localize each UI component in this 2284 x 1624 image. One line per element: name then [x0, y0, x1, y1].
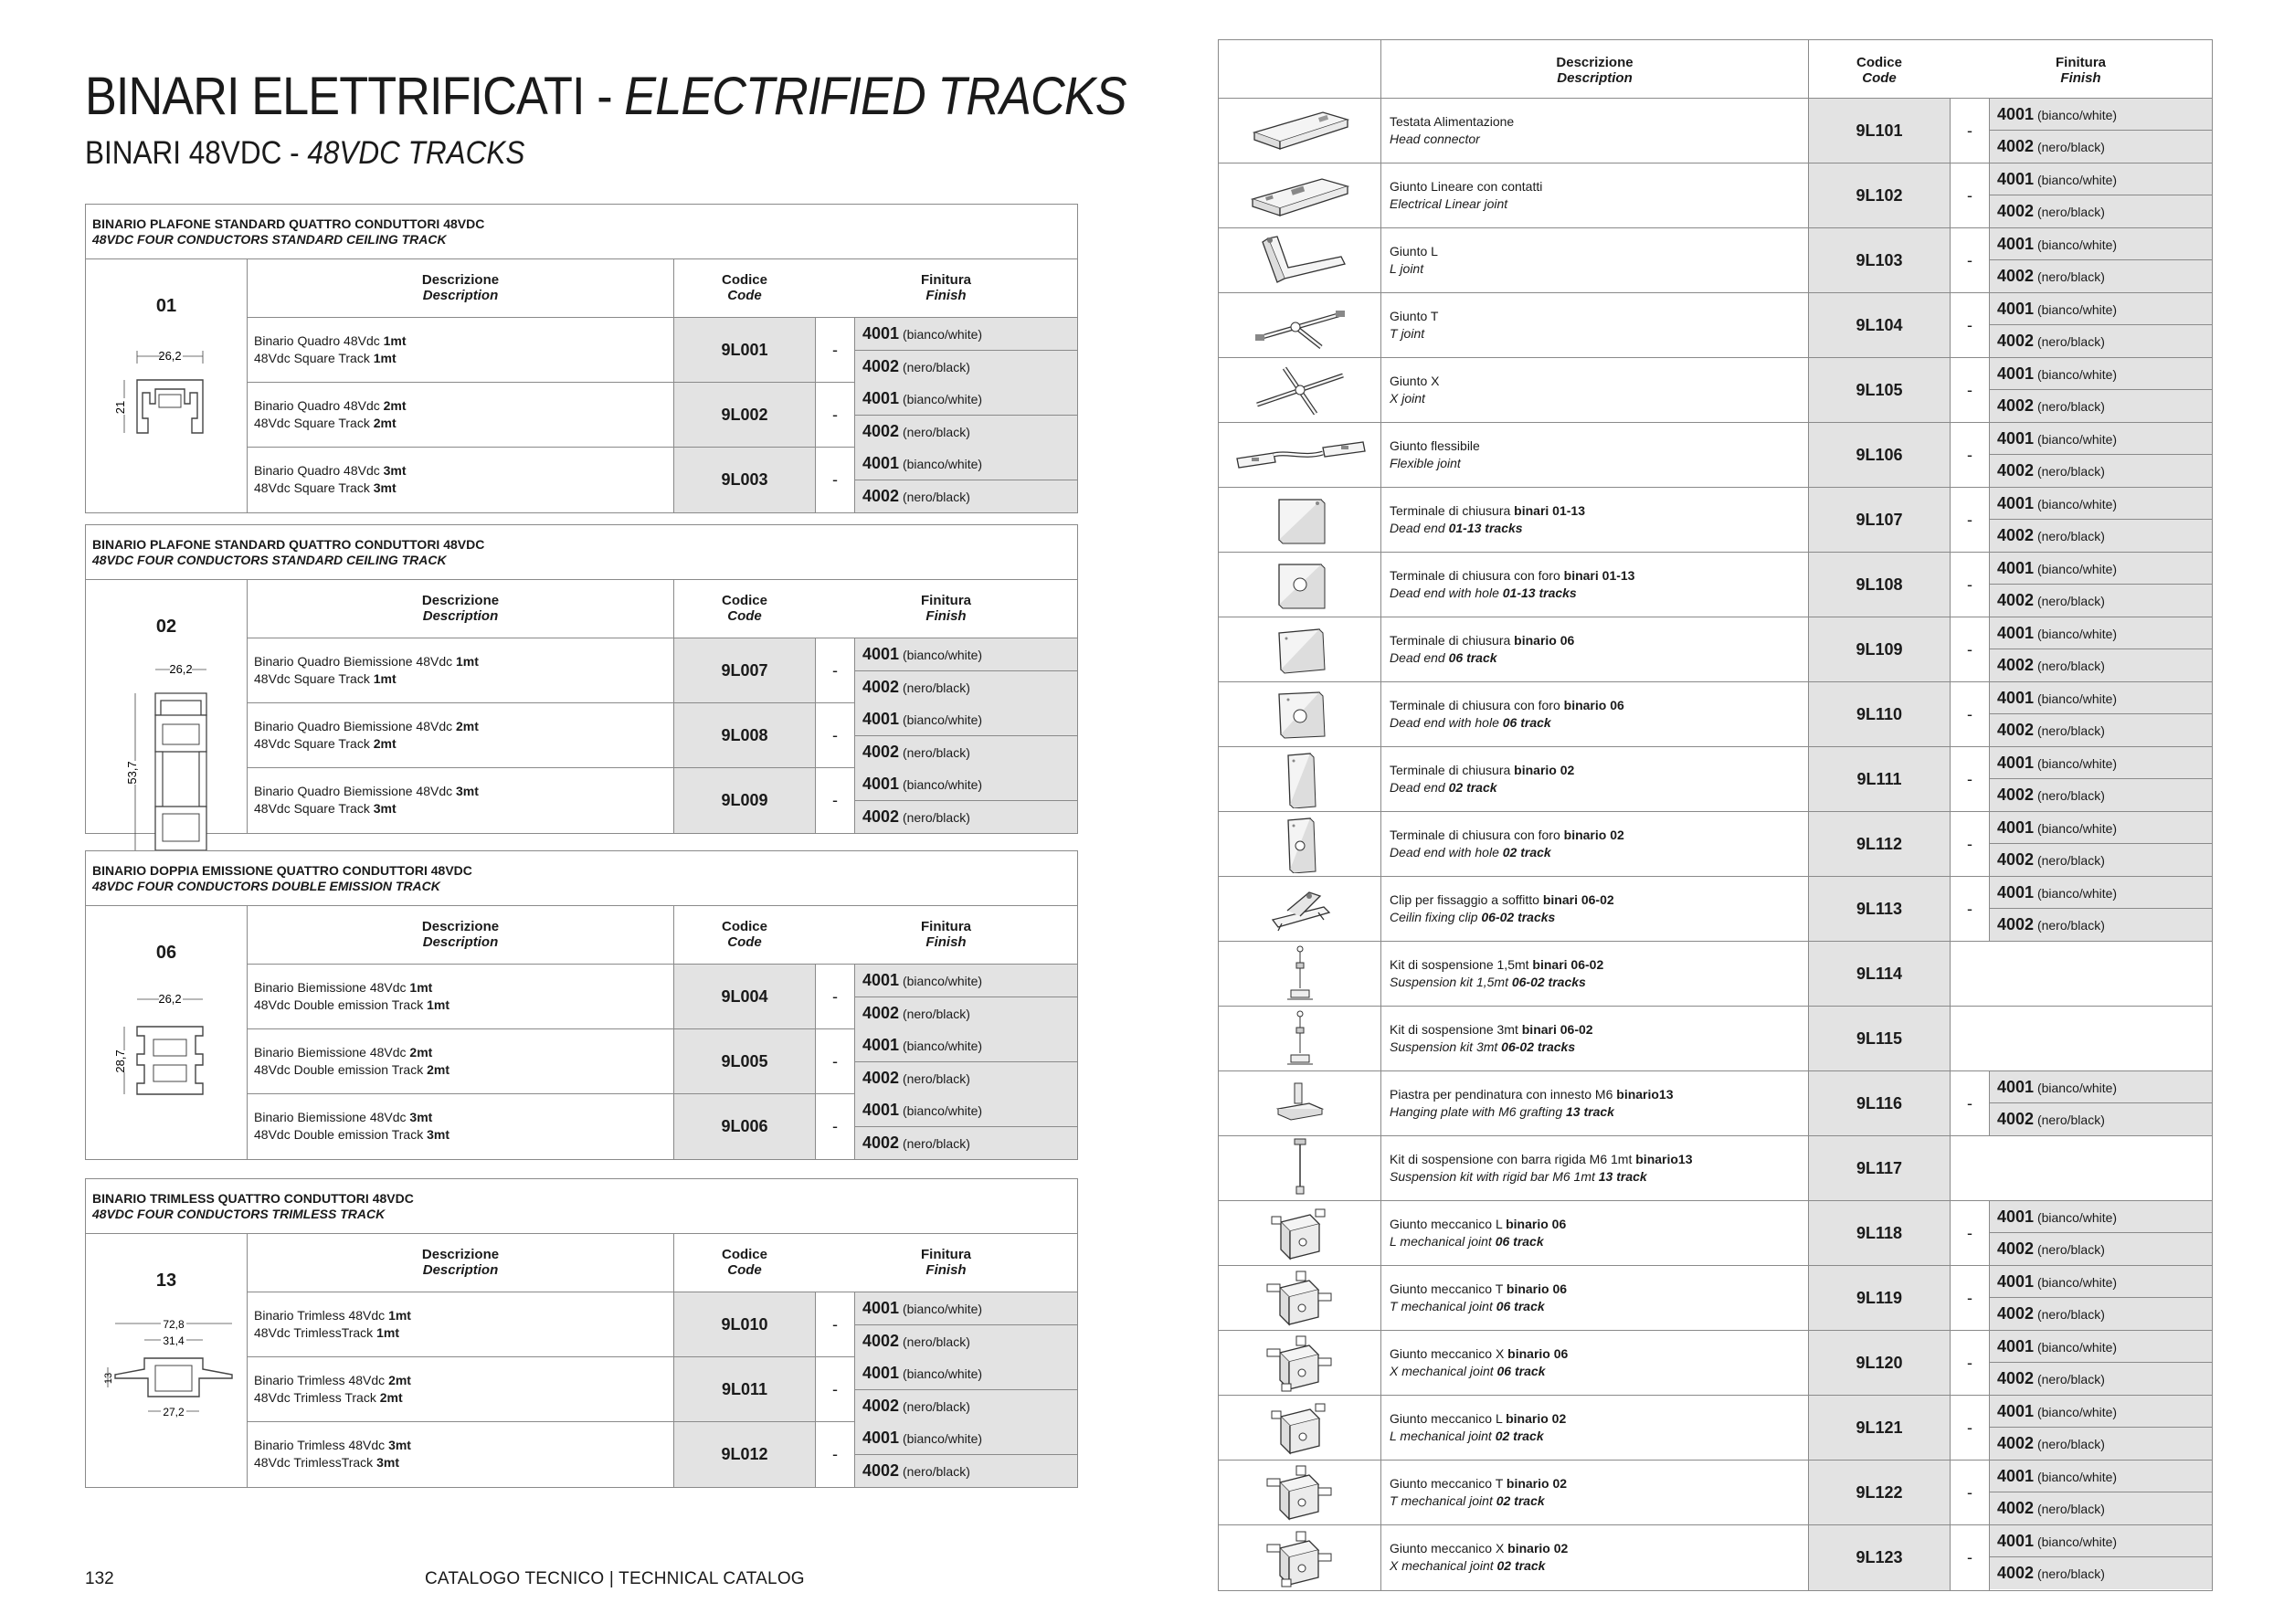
finish-white: 4001 (bianco/white): [1990, 747, 2212, 779]
track-description: Binario Quadro Biemissione 48Vdc 3mt 48Vdc Square Track 3mt: [247, 768, 673, 833]
finish-black: 4002 (nero/black): [1990, 195, 2212, 227]
finish-black: 4002 (nero/black): [855, 416, 1077, 448]
finish-options: [854, 1094, 1077, 1159]
col-description-header: Descrizione Description: [247, 259, 673, 318]
accessory-description: Kit di sospensione 1,5mt binari 06-02 Suspension kit 1,5mt 06-02 tracks: [1380, 942, 1808, 1006]
finish-options: [1989, 812, 2212, 876]
col-code-header: Codice Code: [1808, 40, 1950, 98]
finish-white: 4001 (bianco/white): [855, 1357, 1077, 1390]
accessory-description: Giunto meccanico L binario 02 L mechanical joint 02 track: [1380, 1396, 1808, 1460]
finish-black: 4002 (nero/black): [855, 671, 1077, 703]
product-code: 9L114: [1808, 942, 1950, 1006]
ceiling-clip-icon: [1219, 877, 1380, 941]
product-code: 9L002: [673, 383, 815, 448]
accessory-row: [1219, 877, 2212, 942]
product-code: 9L115: [1808, 1007, 1950, 1070]
finish-white: 4001 (bianco/white): [1990, 1396, 2212, 1428]
track-description: Binario Trimless 48Vdc 1mt 48Vdc TrimlessTrack 1mt: [247, 1292, 673, 1357]
accessory-description: Giunto L L joint: [1380, 228, 1808, 292]
accessory-row: [1219, 942, 2212, 1007]
accessory-row: [1219, 99, 2212, 163]
accessory-row: [1219, 1007, 2212, 1071]
product-code: 9L101: [1808, 99, 1950, 163]
finish-white: 4001 (bianco/white): [1990, 812, 2212, 844]
dim-height-label: 13: [104, 1372, 114, 1385]
finish-white: 4001 (bianco/white): [1990, 163, 2212, 195]
track-profile: [86, 906, 247, 1159]
product-code: 9L004: [673, 965, 815, 1029]
head-connector-icon: [1219, 99, 1380, 163]
finish-options: [1989, 1266, 2212, 1330]
finish-black: 4002 (nero/black): [1990, 390, 2212, 422]
accessory-row: [1219, 358, 2212, 423]
finish-black: 4002 (nero/black): [1990, 1103, 2212, 1135]
product-code: 9L012: [673, 1422, 815, 1487]
product-code: 9L006: [673, 1094, 815, 1159]
finish-black: 4002 (nero/black): [1990, 455, 2212, 487]
separator-dash: -: [1950, 1266, 1989, 1330]
finish-empty: [1950, 1136, 2212, 1200]
finish-black: 4002 (nero/black): [1990, 131, 2212, 163]
finish-black: 4002 (nero/black): [1990, 585, 2212, 617]
separator-dash: -: [1950, 617, 1989, 681]
separator-dash: -: [815, 383, 854, 448]
separator-dash: -: [815, 965, 854, 1029]
mech-t-joint-icon: [1219, 1266, 1380, 1330]
page-title: BINARI ELETTRIFICATI - ELECTRIFIED TRACKS: [85, 67, 1126, 126]
finish-black: 4002 (nero/black): [1990, 1428, 2212, 1460]
track-block-title: BINARIO TRIMLESS QUATTRO CONDUTTORI 48VDC 48VDC FOUR CONDUCTORS TRIMLESS TRACK: [86, 1179, 1077, 1234]
accessory-row: [1219, 1136, 2212, 1201]
profile-drawing: [104, 986, 232, 1119]
finish-options: [1989, 423, 2212, 487]
finish-options: [854, 448, 1077, 512]
track-description: Binario Biemissione 48Vdc 2mt 48Vdc Double emission Track 2mt: [247, 1029, 673, 1094]
track-description: Binario Biemissione 48Vdc 3mt 48Vdc Double emission Track 3mt: [247, 1094, 673, 1159]
finish-black: 4002 (nero/black): [1990, 1298, 2212, 1330]
finish-options: [854, 638, 1077, 703]
separator-dash: -: [1950, 358, 1989, 422]
finish-options: [1989, 228, 2212, 292]
dead-end-hole-06-icon: [1219, 682, 1380, 746]
finish-white: 4001 (bianco/white): [855, 1292, 1077, 1325]
finish-options: [1989, 293, 2212, 357]
accessory-description: Giunto meccanico T binario 02 T mechanical joint 02 track: [1380, 1461, 1808, 1524]
product-code: 9L123: [1808, 1525, 1950, 1590]
finish-empty: [1950, 942, 2212, 1006]
finish-white: 4001 (bianco/white): [855, 768, 1077, 801]
accessory-row: [1219, 1396, 2212, 1461]
finish-options: [1989, 358, 2212, 422]
finish-options: [1989, 682, 2212, 746]
finish-white: 4001 (bianco/white): [1990, 423, 2212, 455]
mech-x-joint-icon: [1219, 1525, 1380, 1590]
col-finish-header: Finitura Finish: [815, 259, 1077, 318]
accessory-description: Terminale di chiusura binari 01-13 Dead end 01-13 tracks: [1380, 488, 1808, 552]
col-code-header: Codice Code: [673, 580, 815, 638]
separator-dash: -: [815, 703, 854, 768]
finish-options: [854, 1422, 1077, 1487]
finish-white: 4001 (bianco/white): [855, 318, 1077, 351]
finish-black: 4002 (nero/black): [855, 1127, 1077, 1159]
profile-drawing: [104, 660, 232, 875]
finish-options: [1989, 1396, 2212, 1460]
dim-mid-label: 31,4: [163, 1334, 185, 1347]
track-block-06: [85, 850, 1078, 1160]
mech-l-joint-icon: [1219, 1396, 1380, 1460]
accessory-row: [1219, 1525, 2212, 1590]
finish-black: 4002 (nero/black): [1990, 649, 2212, 681]
separator-dash: -: [1950, 1071, 1989, 1135]
finish-white: 4001 (bianco/white): [1990, 553, 2212, 585]
separator-dash: -: [1950, 293, 1989, 357]
track-block-13: [85, 1178, 1078, 1488]
product-code: 9L005: [673, 1029, 815, 1094]
track-profile: [86, 580, 247, 833]
finish-options: [1989, 1331, 2212, 1395]
finish-white: 4001 (bianco/white): [855, 1422, 1077, 1455]
col-finish-header: Finitura Finish: [815, 1234, 1077, 1292]
finish-options: [1989, 617, 2212, 681]
product-code: 9L010: [673, 1292, 815, 1357]
product-code: 9L120: [1808, 1331, 1950, 1395]
track-description: Binario Biemissione 48Vdc 1mt 48Vdc Double emission Track 1mt: [247, 965, 673, 1029]
mech-l-joint-icon: [1219, 1201, 1380, 1265]
product-code: 9L106: [1808, 423, 1950, 487]
l-joint-icon: [1219, 228, 1380, 292]
separator-dash: -: [1950, 163, 1989, 227]
product-code: 9L105: [1808, 358, 1950, 422]
dim-inner-label: 27,2: [163, 1406, 185, 1418]
finish-options: [1989, 488, 2212, 552]
finish-white: 4001 (bianco/white): [855, 1094, 1077, 1127]
product-code: 9L119: [1808, 1266, 1950, 1330]
accessory-description: Giunto meccanico L binario 06 L mechanical joint 06 track: [1380, 1201, 1808, 1265]
accessory-row: [1219, 163, 2212, 228]
accessory-description: Terminale di chiusura con foro binari 01-13 Dead end with hole 01-13 tracks: [1380, 553, 1808, 617]
product-code: 9L121: [1808, 1396, 1950, 1460]
track-description: Binario Quadro Biemissione 48Vdc 2mt 48Vdc Square Track 2mt: [247, 703, 673, 768]
finish-options: [854, 1029, 1077, 1094]
accessory-description: Giunto meccanico X binario 02 X mechanical joint 02 track: [1380, 1525, 1808, 1590]
accessory-row: [1219, 228, 2212, 293]
product-code: 9L104: [1808, 293, 1950, 357]
track-block-title: BINARIO PLAFONE STANDARD QUATTRO CONDUTTORI 48VDC 48VDC FOUR CONDUCTORS STANDARD CEILING TRACK: [86, 525, 1077, 580]
product-code: 9L102: [1808, 163, 1950, 227]
col-code-header: Codice Code: [673, 906, 815, 965]
finish-options: [1989, 1461, 2212, 1524]
finish-options: [854, 703, 1077, 768]
finish-black: 4002 (nero/black): [855, 1062, 1077, 1094]
product-code: 9L110: [1808, 682, 1950, 746]
finish-white: 4001 (bianco/white): [855, 1029, 1077, 1062]
track-profile: [86, 259, 247, 512]
accessory-description: Piastra per pendinatura con innesto M6 binario13 Hanging plate with M6 grafting 13 track: [1380, 1071, 1808, 1135]
dim-outer-label: 72,8: [163, 1318, 185, 1331]
finish-black: 4002 (nero/black): [855, 351, 1077, 383]
track-description: Binario Trimless 48Vdc 2mt 48Vdc Trimless Track 2mt: [247, 1357, 673, 1422]
finish-options: [854, 1292, 1077, 1357]
separator-dash: -: [815, 1292, 854, 1357]
finish-black: 4002 (nero/black): [1990, 714, 2212, 746]
mech-x-joint-icon: [1219, 1331, 1380, 1395]
finish-options: [854, 768, 1077, 833]
accessory-row: [1219, 812, 2212, 877]
separator-dash: -: [815, 448, 854, 512]
col-description-header: Descrizione Description: [247, 906, 673, 965]
t-joint-icon: [1219, 293, 1380, 357]
product-code: 9L112: [1808, 812, 1950, 876]
suspension-kit-icon: [1219, 942, 1380, 1006]
accessory-description: Giunto meccanico T binario 06 T mechanical joint 06 track: [1380, 1266, 1808, 1330]
separator-dash: -: [815, 1422, 854, 1487]
track-block-title: BINARIO PLAFONE STANDARD QUATTRO CONDUTTORI 48VDC 48VDC FOUR CONDUCTORS STANDARD CEILING TRACK: [86, 205, 1077, 259]
finish-options: [854, 1357, 1077, 1422]
accessory-row: [1219, 747, 2212, 812]
product-code: 9L003: [673, 448, 815, 512]
product-code: 9L011: [673, 1357, 815, 1422]
product-code: 9L116: [1808, 1071, 1950, 1135]
finish-white: 4001 (bianco/white): [1990, 358, 2212, 390]
finish-black: 4002 (nero/black): [1990, 325, 2212, 357]
catalog-label: CATALOGO TECNICO | TECHNICAL CATALOG: [425, 1569, 805, 1588]
finish-black: 4002 (nero/black): [1990, 1557, 2212, 1589]
separator-dash: -: [815, 1094, 854, 1159]
finish-options: [854, 965, 1077, 1029]
finish-white: 4001 (bianco/white): [855, 965, 1077, 997]
product-code: 9L107: [1808, 488, 1950, 552]
track-description: Binario Trimless 48Vdc 3mt 48Vdc TrimlessTrack 3mt: [247, 1422, 673, 1487]
separator-dash: -: [1950, 228, 1989, 292]
separator-dash: -: [1950, 1331, 1989, 1395]
separator-dash: -: [1950, 1396, 1989, 1460]
finish-options: [1989, 1525, 2212, 1590]
finish-white: 4001 (bianco/white): [1990, 1071, 2212, 1103]
separator-dash: -: [815, 1029, 854, 1094]
dead-end-02-icon: [1219, 747, 1380, 811]
finish-empty: [1950, 1007, 2212, 1070]
accessory-row: [1219, 1331, 2212, 1396]
product-code: 9L118: [1808, 1201, 1950, 1265]
accessory-description: Giunto Lineare con contatti Electrical Linear joint: [1380, 163, 1808, 227]
product-code: 9L117: [1808, 1136, 1950, 1200]
product-code: 9L111: [1808, 747, 1950, 811]
separator-dash: -: [1950, 1525, 1989, 1590]
separator-dash: -: [1950, 1461, 1989, 1524]
finish-black: 4002 (nero/black): [855, 997, 1077, 1029]
finish-options: [1989, 553, 2212, 617]
dead-end-hole-icon: [1219, 553, 1380, 617]
separator-dash: -: [815, 638, 854, 703]
finish-options: [854, 318, 1077, 383]
finish-black: 4002 (nero/black): [1990, 844, 2212, 876]
accessory-description: Kit di sospensione 3mt binari 06-02 Suspension kit 3mt 06-02 tracks: [1380, 1007, 1808, 1070]
accessory-description: Testata Alimentazione Head connector: [1380, 99, 1808, 163]
col-code-header: Codice Code: [673, 1234, 815, 1292]
dim-width-label: 26,2: [158, 992, 182, 1006]
dead-end-06-icon: [1219, 617, 1380, 681]
finish-white: 4001 (bianco/white): [1990, 1331, 2212, 1363]
accessory-description: Terminale di chiusura binario 02 Dead end 02 track: [1380, 747, 1808, 811]
track-description: Binario Quadro Biemissione 48Vdc 1mt 48Vdc Square Track 1mt: [247, 638, 673, 703]
finish-white: 4001 (bianco/white): [855, 638, 1077, 671]
separator-dash: -: [815, 318, 854, 383]
finish-white: 4001 (bianco/white): [855, 448, 1077, 480]
finish-options: [1989, 877, 2212, 941]
separator-dash: -: [1950, 747, 1989, 811]
dead-end-icon: [1219, 488, 1380, 552]
product-code: 9L007: [673, 638, 815, 703]
track-block-02: [85, 524, 1078, 834]
flexible-joint-icon: [1219, 423, 1380, 487]
track-profile: [86, 1234, 247, 1487]
accessory-row: [1219, 423, 2212, 488]
linear-joint-icon: [1219, 163, 1380, 227]
finish-black: 4002 (nero/black): [1990, 1363, 2212, 1395]
profile-drawing: [104, 340, 232, 454]
accessories-table: [1218, 39, 2213, 1591]
finish-white: 4001 (bianco/white): [1990, 1461, 2212, 1492]
x-joint-icon: [1219, 358, 1380, 422]
separator-dash: -: [1950, 488, 1989, 552]
accessory-description: Kit di sospensione con barra rigida M6 1mt binario13 Suspension kit with rigid bar M6 1mt 13 track: [1380, 1136, 1808, 1200]
accessory-row: [1219, 682, 2212, 747]
track-block-01: [85, 204, 1078, 513]
separator-dash: -: [1950, 99, 1989, 163]
col-finish-header: Finitura Finish: [2056, 55, 2106, 86]
track-block-title: BINARIO DOPPIA EMISSIONE QUATTRO CONDUTTORI 48VDC 48VDC FOUR CONDUCTORS DOUBLE EMISSION TRACK: [86, 851, 1077, 906]
finish-white: 4001 (bianco/white): [1990, 99, 2212, 131]
finish-options: [1989, 1201, 2212, 1265]
finish-white: 4001 (bianco/white): [1990, 228, 2212, 260]
accessory-description: Terminale di chiusura con foro binario 02 Dead end with hole 02 track: [1380, 812, 1808, 876]
separator-dash: -: [815, 1357, 854, 1422]
dead-end-hole-02-icon: [1219, 812, 1380, 876]
finish-black: 4002 (nero/black): [855, 1390, 1077, 1422]
dim-height-label: 28,7: [113, 1049, 127, 1073]
accessory-description: Terminale di chiusura con foro binario 06 Dead end with hole 06 track: [1380, 682, 1808, 746]
col-finish-header: Finitura Finish: [815, 580, 1077, 638]
finish-white: 4001 (bianco/white): [1990, 682, 2212, 714]
col-description-header: Descrizione Description: [247, 1234, 673, 1292]
accessory-description: Giunto X X joint: [1380, 358, 1808, 422]
track-number: 06: [155, 943, 177, 963]
col-description-header: Descrizione Description: [1380, 40, 1808, 98]
accessory-row: [1219, 617, 2212, 682]
finish-black: 4002 (nero/black): [1990, 260, 2212, 292]
accessory-description: Giunto T T joint: [1380, 293, 1808, 357]
product-code: 9L103: [1808, 228, 1950, 292]
finish-white: 4001 (bianco/white): [1990, 1201, 2212, 1233]
finish-white: 4001 (bianco/white): [1990, 877, 2212, 909]
profile-drawing: [104, 1314, 241, 1429]
accessory-row: [1219, 1071, 2212, 1136]
separator-dash: -: [1950, 812, 1989, 876]
finish-black: 4002 (nero/black): [855, 480, 1077, 512]
track-number: 01: [155, 296, 177, 316]
rigid-bar-kit-icon: [1219, 1136, 1380, 1200]
finish-white: 4001 (bianco/white): [855, 703, 1077, 736]
dim-height-label: 21: [113, 400, 127, 415]
finish-white: 4001 (bianco/white): [1990, 1266, 2212, 1298]
col-code-header: Codice Code: [673, 259, 815, 318]
finish-black: 4002 (nero/black): [855, 801, 1077, 833]
product-code: 9L001: [673, 318, 815, 383]
track-description: Binario Quadro 48Vdc 2mt 48Vdc Square Track 2mt: [247, 383, 673, 448]
accessory-row: [1219, 1266, 2212, 1331]
finish-black: 4002 (nero/black): [1990, 1233, 2212, 1265]
finish-black: 4002 (nero/black): [855, 1325, 1077, 1357]
finish-white: 4001 (bianco/white): [1990, 1525, 2212, 1557]
accessories-header: [1219, 40, 2212, 99]
track-description: Binario Quadro 48Vdc 3mt 48Vdc Square Track 3mt: [247, 448, 673, 512]
finish-black: 4002 (nero/black): [1990, 1492, 2212, 1524]
finish-options: [1989, 99, 2212, 163]
accessory-row: [1219, 1461, 2212, 1525]
separator-dash: -: [815, 768, 854, 833]
finish-options: [1989, 1071, 2212, 1135]
product-code: 9L009: [673, 768, 815, 833]
track-number: 13: [155, 1271, 177, 1291]
finish-black: 4002 (nero/black): [855, 736, 1077, 768]
accessory-description: Giunto flessibile Flexible joint: [1380, 423, 1808, 487]
finish-black: 4002 (nero/black): [1990, 779, 2212, 811]
separator-dash: -: [1950, 682, 1989, 746]
separator-dash: -: [1950, 553, 1989, 617]
dim-width-label: 26,2: [169, 662, 193, 676]
product-code: 9L008: [673, 703, 815, 768]
finish-white: 4001 (bianco/white): [855, 383, 1077, 416]
separator-dash: -: [1950, 877, 1989, 941]
dim-width-label: 26,2: [158, 349, 182, 363]
accessory-description: Giunto meccanico X binario 06 X mechanical joint 06 track: [1380, 1331, 1808, 1395]
page-number: 132: [85, 1569, 114, 1588]
accessory-description: Terminale di chiusura binario 06 Dead end 06 track: [1380, 617, 1808, 681]
col-finish-header: Finitura Finish: [815, 906, 1077, 965]
col-description-header: Descrizione Description: [247, 580, 673, 638]
finish-options: [1989, 747, 2212, 811]
hanging-plate-icon: [1219, 1071, 1380, 1135]
product-code: 9L108: [1808, 553, 1950, 617]
product-code: 9L122: [1808, 1461, 1950, 1524]
separator-dash: -: [1950, 1201, 1989, 1265]
track-description: Binario Quadro 48Vdc 1mt 48Vdc Square Track 1mt: [247, 318, 673, 383]
finish-white: 4001 (bianco/white): [1990, 293, 2212, 325]
suspension-kit-icon: [1219, 1007, 1380, 1070]
accessory-row: [1219, 553, 2212, 617]
product-code: 9L109: [1808, 617, 1950, 681]
finish-options: [1989, 163, 2212, 227]
finish-black: 4002 (nero/black): [855, 1455, 1077, 1487]
product-code: 9L113: [1808, 877, 1950, 941]
accessory-row: [1219, 488, 2212, 553]
finish-white: 4001 (bianco/white): [1990, 488, 2212, 520]
page-subtitle: BINARI 48VDC - 48VDC TRACKS: [85, 135, 525, 171]
mech-t-joint-icon: [1219, 1461, 1380, 1524]
finish-white: 4001 (bianco/white): [1990, 617, 2212, 649]
finish-black: 4002 (nero/black): [1990, 520, 2212, 552]
track-number: 02: [155, 617, 177, 637]
finish-options: [854, 383, 1077, 448]
accessory-description: Clip per fissaggio a soffitto binari 06-02 Ceilin fixing clip 06-02 tracks: [1380, 877, 1808, 941]
accessory-row: [1219, 1201, 2212, 1266]
dim-height-label: 53,7: [125, 761, 139, 785]
separator-dash: -: [1950, 423, 1989, 487]
finish-black: 4002 (nero/black): [1990, 909, 2212, 941]
accessory-row: [1219, 293, 2212, 358]
